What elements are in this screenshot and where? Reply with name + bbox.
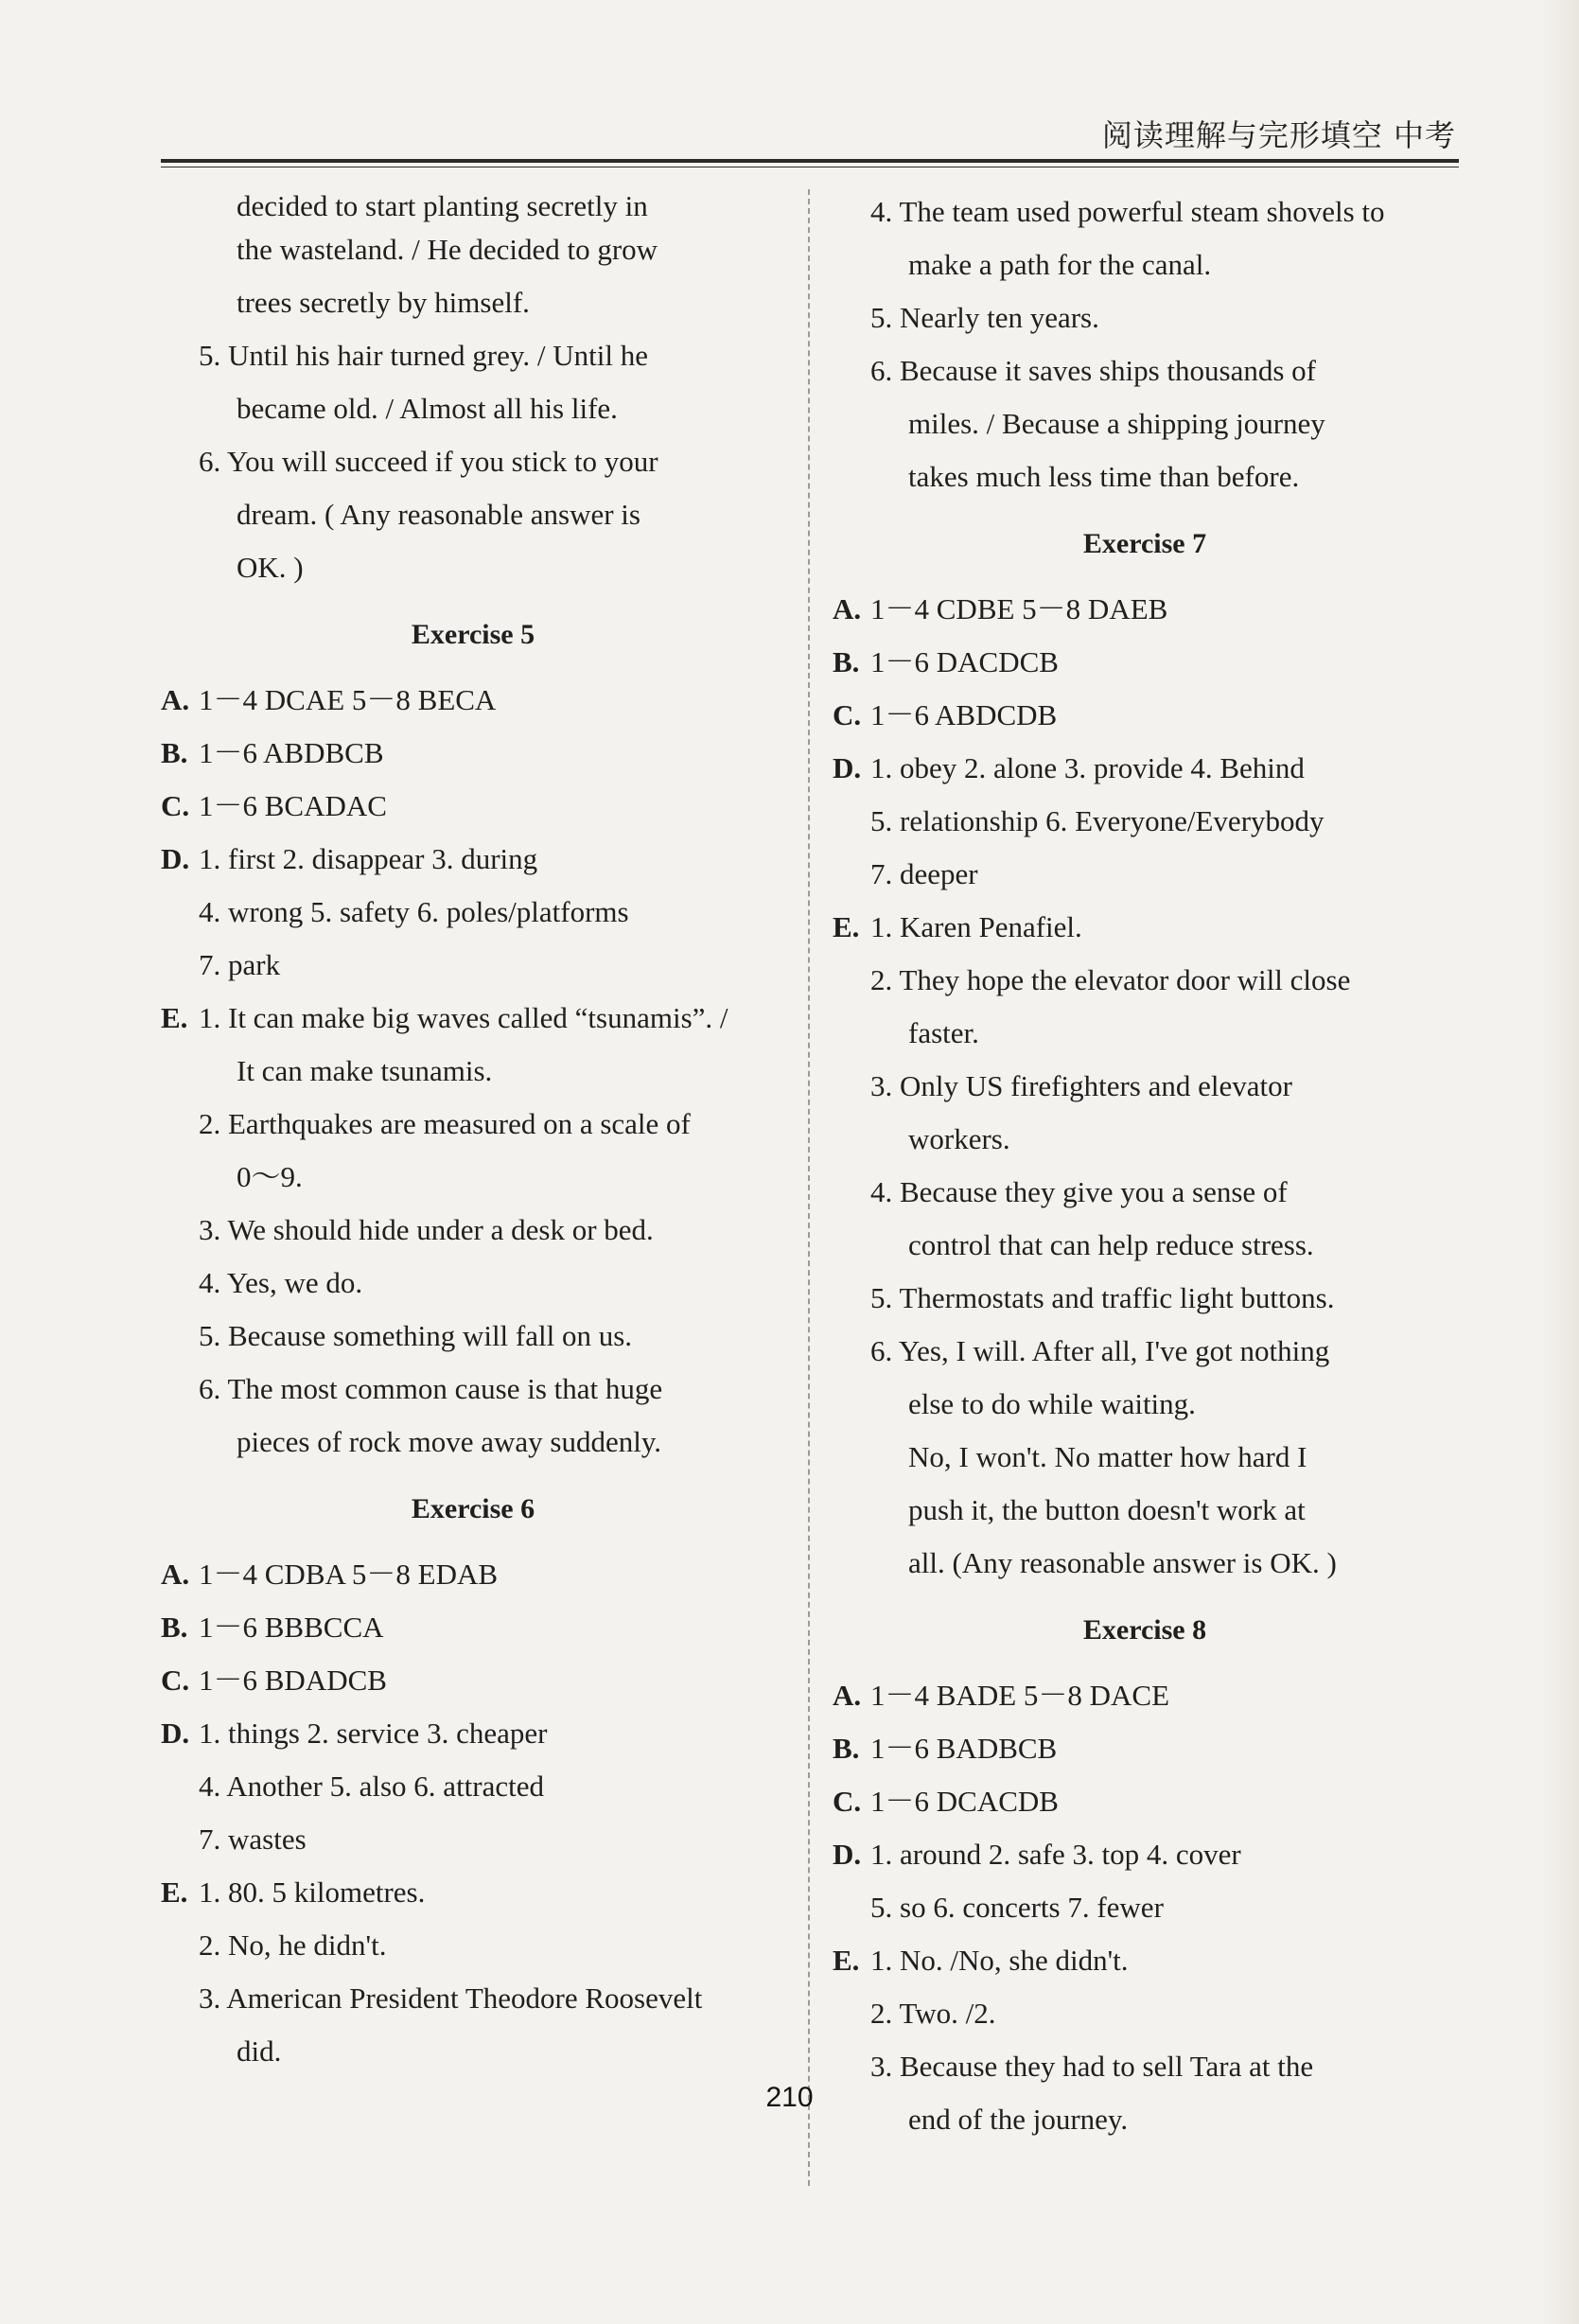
answer-line: 6. You will succeed if you stick to your <box>199 445 658 478</box>
ex8-section-b: B. 1－6 BADBCB <box>833 1732 1058 1765</box>
answer-line: 2. Earthquakes are measured on a scale of <box>199 1107 691 1140</box>
ex5-section-a: A. 1－4 DCAE 5－8 BECA <box>161 683 497 716</box>
ex8-section-e: E. 1. No. /No, she didn't. <box>833 1944 1129 1977</box>
answer-line: 4. The team used powerful steam shovels to <box>870 195 1385 228</box>
answer-line: 5. Thermostats and traffic light buttons. <box>870 1281 1335 1314</box>
answer-line: all. (Any reasonable answer is OK. ) <box>908 1546 1337 1579</box>
answer-line: 5. Because something will fall on us. <box>199 1319 633 1352</box>
column-divider <box>808 189 810 2186</box>
answer-line: 2. They hope the elevator door will close <box>870 963 1351 996</box>
ex7-section-a: A. 1－4 CDBE 5－8 DAEB <box>833 592 1168 625</box>
ex5-section-b: B. 1－6 ABDBCB <box>161 736 384 769</box>
answer-line: miles. / Because a shipping journey <box>908 407 1325 440</box>
answer-line: 0～9. <box>237 1160 303 1193</box>
answer-line: workers. <box>908 1122 1010 1155</box>
answer-line: push it, the button doesn't work at <box>908 1493 1306 1526</box>
answer-line: 4. wrong 5. safety 6. poles/platforms <box>199 895 629 928</box>
answer-line: pieces of rock move away suddenly. <box>237 1425 662 1458</box>
answer-line: 3. Only US firefighters and elevator <box>870 1069 1292 1102</box>
answer-line: 4. Yes, we do. <box>199 1266 363 1299</box>
answer-line: the wasteland. / He decided to grow <box>237 233 658 266</box>
ex5-section-e: E. 1. It can make big waves called “tsunamis”. / <box>161 1001 728 1034</box>
answer-line: 6. Yes, I will. After all, I've got nothing <box>870 1334 1330 1367</box>
page-number: 210 <box>765 2082 814 2113</box>
ex5-section-d: D. 1. first 2. disappear 3. during <box>161 842 538 875</box>
ex6-section-b: B. 1－6 BBBCCA <box>161 1611 384 1644</box>
answer-line: became old. / Almost all his life. <box>237 392 618 425</box>
ex7-section-c: C. 1－6 ABDCDB <box>833 698 1058 731</box>
running-header: 阅读理解与完形填空 中考 <box>1101 117 1456 153</box>
ex7-section-b: B. 1－6 DACDCB <box>833 645 1059 678</box>
answer-line: 5. relationship 6. Everyone/Everybody <box>870 804 1325 837</box>
answer-line: No, I won't. No matter how hard I <box>908 1440 1307 1473</box>
ex5-section-c: C. 1－6 BCADAC <box>161 789 387 822</box>
answer-line: 5. so 6. concerts 7. fewer <box>870 1891 1164 1924</box>
answer-line: 7. wastes <box>199 1822 307 1856</box>
ex6-section-c: C. 1－6 BDADCB <box>161 1664 387 1697</box>
exercise-6-title: Exercise 6 <box>411 1493 535 1524</box>
ex6-section-a: A. 1－4 CDBA 5－8 EDAB <box>161 1558 499 1591</box>
answer-line: 2. No, he didn't. <box>199 1928 387 1962</box>
answer-line: control that can help reduce stress. <box>908 1228 1314 1261</box>
answer-line: decided to start planting secretly in <box>237 189 648 222</box>
answer-line: 4. Because they give you a sense of <box>870 1175 1288 1208</box>
answer-line: takes much less time than before. <box>908 460 1300 493</box>
answer-line: 6. The most common cause is that huge <box>199 1372 663 1405</box>
answer-line: 7. deeper <box>870 857 978 890</box>
ex8-section-d: D. 1. around 2. safe 3. top 4. cover <box>833 1838 1241 1871</box>
left-column <box>161 189 785 2078</box>
answer-line: 6. Because it saves ships thousands of <box>870 354 1316 387</box>
answer-line: 4. Another 5. also 6. attracted <box>199 1769 545 1803</box>
answer-line: trees secretly by himself. <box>237 286 530 319</box>
answer-line: 5. Until his hair turned grey. / Until he <box>199 339 648 372</box>
ex8-section-a: A. 1－4 BADE 5－8 DACE <box>833 1679 1170 1712</box>
answer-line: end of the journey. <box>908 2103 1129 2136</box>
answer-line: 3. American President Theodore Roosevelt <box>199 1981 703 2015</box>
answer-line: 3. We should hide under a desk or bed. <box>199 1213 654 1246</box>
answer-line: It can make tsunamis. <box>237 1054 493 1087</box>
answer-line: 7. park <box>199 948 281 981</box>
answer-line: 2. Two. /2. <box>870 1997 996 2030</box>
answer-line: faster. <box>908 1016 979 1049</box>
answer-line: OK. ) <box>237 551 304 584</box>
exercise-7-title: Exercise 7 <box>1082 528 1207 559</box>
ex6-section-d: D. 1. things 2. service 3. cheaper <box>161 1717 548 1750</box>
right-column <box>833 185 1457 2146</box>
ex7-section-d: D. 1. obey 2. alone 3. provide 4. Behind <box>833 751 1305 784</box>
page-edge <box>1541 0 1579 2324</box>
answer-line: else to do while waiting. <box>908 1387 1196 1420</box>
ex6-section-e: E. 1. 80. 5 kilometres. <box>161 1875 426 1909</box>
header-rule <box>161 159 1459 163</box>
answer-line: dream. ( Any reasonable answer is <box>237 498 640 531</box>
ex8-section-c: C. 1－6 DCACDB <box>833 1785 1059 1818</box>
answer-line: make a path for the canal. <box>908 248 1212 281</box>
answer-line: 5. Nearly ten years. <box>870 301 1099 334</box>
exercise-8-title: Exercise 8 <box>1082 1614 1207 1646</box>
answer-line: 3. Because they had to sell Tara at the <box>870 2050 1314 2083</box>
exercise-5-title: Exercise 5 <box>411 619 535 650</box>
ex7-section-e: E. 1. Karen Penafiel. <box>833 910 1082 943</box>
answer-line: did. <box>237 2034 282 2068</box>
